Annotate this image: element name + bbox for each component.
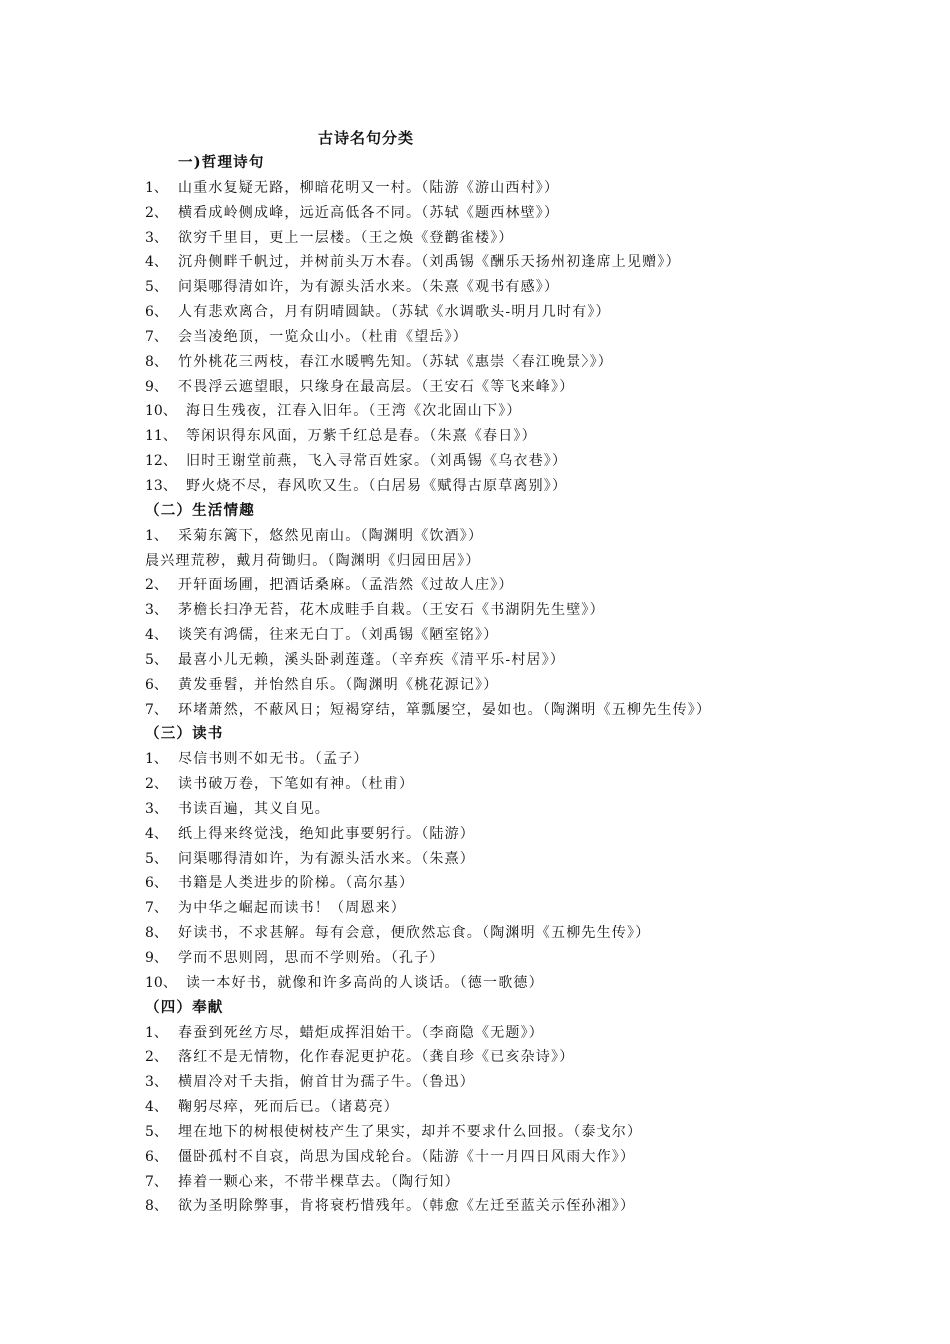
item-number: 8、 xyxy=(145,353,168,370)
list-item xyxy=(145,424,935,449)
item-text: 欲穷千里目，更上一层楼。（王之焕《登鹳雀楼》） xyxy=(178,229,514,246)
section-heading: （三）读书 xyxy=(145,725,224,743)
section-heading: （二）生活情趣 xyxy=(145,501,255,519)
item-text: 采菊东篱下，悠然见南山。（陶渊明《饮酒》） xyxy=(178,527,484,544)
item-number: 1、 xyxy=(145,527,168,544)
list-item xyxy=(145,275,935,300)
item-text: 黄发垂髫，并怡然自乐。（陶渊明《桃花源记》） xyxy=(178,676,499,693)
item-number: 2、 xyxy=(145,577,168,594)
item-number: 3、 xyxy=(145,1074,168,1091)
item-text: 不畏浮云遮望眼，只缘身在最高层。（王安石《等飞来峰》） xyxy=(178,378,575,395)
item-text: 谈笑有鸿儒，往来无白丁。（刘禹锡《陋室铭》） xyxy=(178,627,499,644)
item-text: 最喜小儿无赖，溪头卧剥莲蓬。（辛弃疾《清平乐-村居》） xyxy=(178,651,566,668)
list-item xyxy=(145,797,935,822)
item-text: 埋在地下的树根使树枝产生了果实，却并不要求什么回报。（泰戈尔） xyxy=(178,1123,643,1140)
item-number: 13、 xyxy=(145,477,177,494)
list-item xyxy=(145,598,935,623)
item-text: 横看成岭侧成峰，远近高低各不同。（苏轼《题西林壁》） xyxy=(178,204,560,221)
list-item xyxy=(145,896,935,921)
item-number: 10、 xyxy=(145,974,177,991)
list-item xyxy=(145,747,935,772)
item-number: 8、 xyxy=(145,1198,168,1215)
list-item xyxy=(145,226,935,251)
item-text: 晨兴理荒秽，戴月荷锄归。（陶渊明《归园田居》） xyxy=(145,552,481,569)
item-number: 1、 xyxy=(145,1024,168,1041)
item-text: 问渠哪得清如许，为有源头活水来。（朱熹《观书有感》） xyxy=(178,279,560,296)
item-text: 野火烧不尽，春风吹又生。（白居易《赋得古原草离别》） xyxy=(186,477,568,494)
list-item xyxy=(145,822,935,847)
list-item xyxy=(145,399,935,424)
list-item xyxy=(145,1070,935,1095)
item-text: 捧着一颗心来，不带半棵草去。（陶行知） xyxy=(178,1173,460,1190)
item-text: 书读百遍，其义自见。 xyxy=(178,800,330,817)
list-item xyxy=(145,971,935,996)
list-item xyxy=(145,772,935,797)
item-text: 落红不是无情物，化作春泥更护花。（龚自珍《已亥杂诗》） xyxy=(178,1049,575,1066)
item-text: 海日生残夜，江春入旧年。（王湾《次北固山下》） xyxy=(186,403,522,420)
item-text: 尽信书则不如无书。（孟子） xyxy=(178,751,369,768)
item-number: 9、 xyxy=(145,950,168,966)
item-text: 读书破万卷，下笔如有神。（杜甫） xyxy=(178,776,415,793)
item-number: 1、 xyxy=(145,751,168,768)
list-item xyxy=(145,201,935,226)
item-number: 4、 xyxy=(145,1099,168,1116)
item-number: 3、 xyxy=(145,800,168,817)
item-number: 9、 xyxy=(145,378,168,395)
list-item xyxy=(145,1194,935,1219)
item-number: 6、 xyxy=(145,676,168,693)
item-text: 僵卧孤村不自哀，尚思为国戍轮台。（陆游《十一月四日风雨大作》） xyxy=(178,1148,636,1165)
item-number: 3、 xyxy=(145,229,168,246)
page-title: 古诗名句分类 xyxy=(318,129,415,147)
item-number: 1、 xyxy=(145,179,168,196)
item-text: 问渠哪得清如许，为有源头活水来。（朱熹） xyxy=(178,850,475,867)
list-item xyxy=(145,325,935,350)
item-text: 欲为圣明除弊事，肯将衰朽惜残年。（韩愈《左迁至蓝关示侄孙湘》） xyxy=(178,1198,636,1215)
poem-list xyxy=(145,151,935,1219)
list-item xyxy=(145,1095,935,1120)
list-item xyxy=(145,871,935,896)
list-item xyxy=(145,375,935,400)
item-number: 6、 xyxy=(145,304,168,321)
item-text: 鞠躬尽瘁，死而后已。（诸葛亮） xyxy=(178,1099,399,1116)
list-item xyxy=(145,847,935,872)
item-text: 为中华之崛起而读书！（周恩来） xyxy=(178,900,406,917)
item-number: 4、 xyxy=(145,254,168,271)
item-number: 5、 xyxy=(145,850,168,867)
list-item xyxy=(145,623,935,648)
item-text: 好读书，不求甚解。每有会意，便欣然忘食。（陶渊明《五柳先生传》） xyxy=(178,925,651,942)
list-item xyxy=(145,648,935,673)
item-text: 读一本好书，就像和许多高尚的人谈话。（德一歌德） xyxy=(186,974,544,991)
item-text: 人有悲欢离合，月有阴晴圆缺。（苏轼《水调歌头-明月几时有》） xyxy=(178,304,611,321)
item-text: 环堵萧然，不蔽风日；短褐穿结，箪瓢屡空，晏如也。（陶渊明《五柳先生传》） xyxy=(178,701,712,718)
list-item xyxy=(145,946,935,971)
item-number: 6、 xyxy=(145,1148,168,1165)
item-number: 4、 xyxy=(145,825,168,842)
item-number: 5、 xyxy=(145,1123,168,1140)
list-item xyxy=(145,1021,935,1046)
item-text: 等闲识得东风面，万紫千红总是春。（朱熹《春日》） xyxy=(186,428,537,445)
item-number: 3、 xyxy=(145,602,168,619)
item-number: 11、 xyxy=(145,428,177,445)
list-item xyxy=(145,176,935,201)
item-text: 沉舟侧畔千帆过，并树前头万木春。（刘禹锡《酬乐天扬州初逢席上见赠》） xyxy=(178,254,681,271)
list-item xyxy=(145,524,935,549)
item-number: 6、 xyxy=(145,875,168,892)
list-item xyxy=(145,1170,935,1195)
section-heading: 一)哲理诗句 xyxy=(178,154,265,171)
item-text: 山重水复疑无路，柳暗花明又一村。（陆游《游山西村》） xyxy=(178,179,560,196)
item-number: 2、 xyxy=(145,1049,168,1066)
item-text: 会当凌绝顶，一览众山小。（杜甫《望岳》） xyxy=(178,328,468,345)
list-item xyxy=(145,573,935,598)
list-item xyxy=(145,250,935,275)
item-text: 开轩面场圃，把酒话桑麻。（孟浩然《过故人庄》） xyxy=(178,577,514,594)
item-text: 茅檐长扫净无苔，花木成畦手自栽。（王安石《书湖阴先生壁》） xyxy=(178,602,605,619)
item-number: 5、 xyxy=(145,651,168,668)
item-text: 学而不思则罔，思而不学则殆。（孔子） xyxy=(178,950,445,966)
item-number: 7、 xyxy=(145,1173,168,1190)
item-text: 春蚕到死丝方尽，蜡炬成挥泪始干。（李商隐《无题》） xyxy=(178,1024,544,1041)
item-number: 12、 xyxy=(145,453,177,470)
list-item xyxy=(145,698,935,723)
item-number: 2、 xyxy=(145,776,168,793)
list-item xyxy=(145,1120,935,1145)
item-number: 2、 xyxy=(145,204,168,221)
item-number: 7、 xyxy=(145,701,168,718)
list-item xyxy=(145,300,935,325)
item-text: 竹外桃花三两枝，春江水暖鸭先知。（苏轼《惠崇〈春江晚景〉》） xyxy=(178,353,613,370)
list-item xyxy=(145,1045,935,1070)
item-number: 5、 xyxy=(145,279,168,296)
item-number: 10、 xyxy=(145,403,177,420)
list-item xyxy=(145,673,935,698)
item-number: 7、 xyxy=(145,900,168,917)
list-item xyxy=(145,449,935,474)
item-number: 8、 xyxy=(145,925,168,942)
item-text: 横眉冷对千夫指，俯首甘为孺子牛。（鲁迅） xyxy=(178,1074,475,1091)
list-item xyxy=(145,921,935,946)
list-item xyxy=(145,474,935,499)
item-text: 旧时王谢堂前燕，飞入寻常百姓家。（刘禹锡《乌衣巷》） xyxy=(186,453,568,470)
list-item xyxy=(145,1145,935,1170)
list-item xyxy=(145,549,935,574)
item-text: 纸上得来终觉浅，绝知此事要躬行。（陆游） xyxy=(178,825,475,842)
section-heading: （四）奉献 xyxy=(145,998,224,1016)
item-number: 4、 xyxy=(145,627,168,644)
list-item xyxy=(145,350,935,375)
item-number: 7、 xyxy=(145,328,168,345)
item-text: 书籍是人类进步的阶梯。（高尔基） xyxy=(178,875,415,892)
